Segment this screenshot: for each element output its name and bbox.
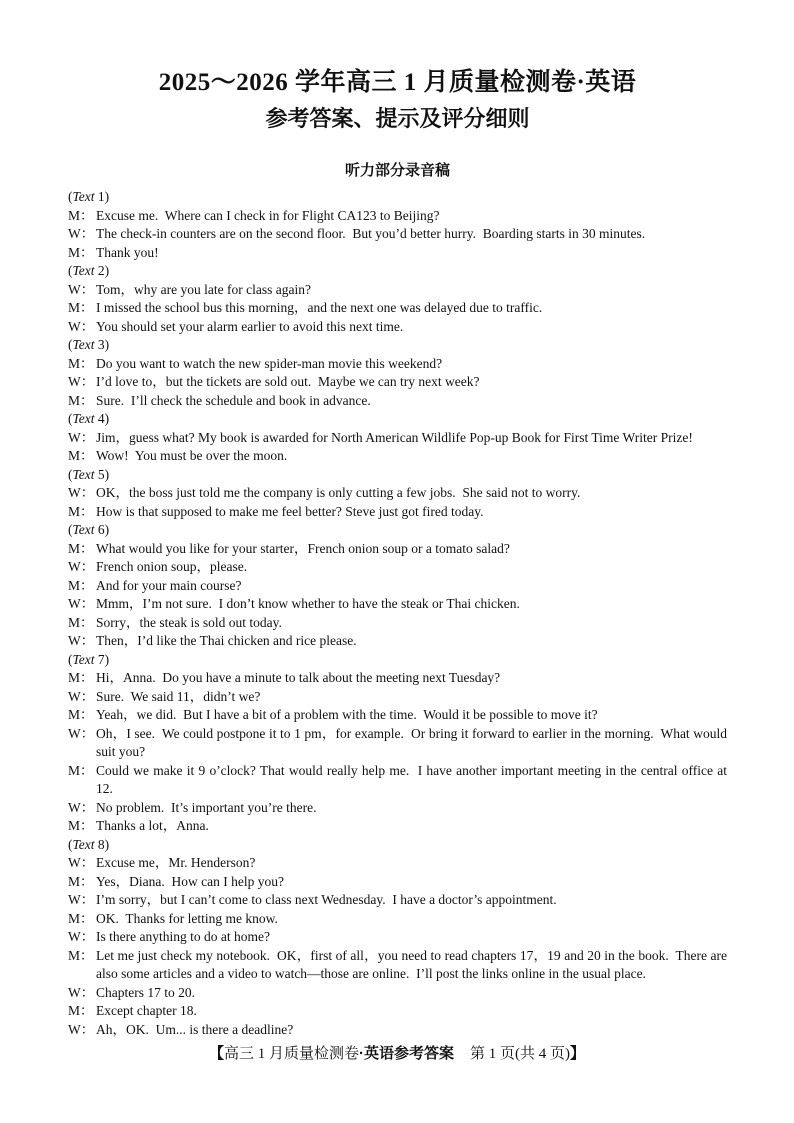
transcript-section bbox=[68, 521, 727, 651]
page-title: 2025～2026 学年高三 1 月质量检测卷·英语 bbox=[158, 69, 637, 96]
dialogue-line bbox=[68, 595, 727, 614]
footer-answer-label: 英语参考答案 bbox=[364, 1045, 455, 1062]
dialogue-text: What would you like for your starter，French onion soup or a tomato salad? bbox=[96, 540, 510, 556]
dialogue-line bbox=[68, 318, 727, 337]
dialogue-line bbox=[68, 540, 727, 559]
speaker-label: M： bbox=[68, 540, 94, 556]
speaker-label: M： bbox=[68, 614, 94, 630]
dialogue-text: Excuse me. Where can I check in for Flight CA123 to Beijing? bbox=[96, 207, 440, 223]
transcript-section bbox=[68, 836, 727, 1040]
text-tag: (Text 3) bbox=[68, 337, 110, 352]
speaker-label: M： bbox=[68, 873, 94, 889]
page-subtitle: 参考答案、提示及评分细则 bbox=[265, 106, 530, 131]
dialogue-line bbox=[68, 281, 727, 300]
dialogue-text: The check-in counters are on the second floor. But you’d better hurry. Boarding starts in 30 minutes. bbox=[96, 226, 646, 241]
text-tag: (Text 6) bbox=[68, 522, 110, 537]
dialogue-text: I’m sorry，but I can’t come to class next Wednesday. I have a doctor’s appointment. bbox=[96, 892, 557, 907]
dialogue-line bbox=[68, 669, 727, 688]
dialogue-line bbox=[68, 299, 727, 318]
dialogue-line bbox=[68, 244, 727, 263]
dialogue-line bbox=[68, 891, 727, 910]
dialogue-text: You should set your alarm earlier to avoid this next time. bbox=[96, 318, 404, 334]
dialogue-line bbox=[68, 725, 727, 762]
dialogue-text: Sure. We said 11，didn’t we? bbox=[96, 688, 261, 704]
dialogue-line bbox=[68, 207, 727, 226]
speaker-label: W： bbox=[68, 485, 95, 500]
dialogue-text: Sorry，the steak is sold out today. bbox=[96, 614, 282, 630]
dialogue-line bbox=[68, 503, 727, 522]
dialogue-text: Sure. I’ll check the schedule and book in advance. bbox=[96, 392, 371, 408]
footer-bracket-close: 】 bbox=[570, 1045, 586, 1062]
dialogue-line bbox=[68, 873, 727, 892]
dialogue-line bbox=[68, 706, 727, 725]
dialogue-text: No problem. It’s important you’re there. bbox=[96, 799, 317, 815]
text-tag: (Text 2) bbox=[68, 263, 110, 278]
speaker-label: W： bbox=[68, 596, 95, 611]
dialogue-line bbox=[68, 632, 727, 651]
dialogue-text: Do you want to watch the new spider-man movie this weekend? bbox=[96, 355, 443, 371]
listening-transcript bbox=[68, 188, 727, 1039]
dialogue-text: Oh，I see. We could postpone it to 1 pm，for example. Or bring it forward to earlier in the morning. What would suit you? bbox=[96, 725, 727, 759]
text-tag-word: Text bbox=[72, 836, 95, 852]
dialogue-line bbox=[68, 910, 727, 929]
speaker-label: W： bbox=[68, 799, 95, 815]
dialogue-text: Wow! You must be over the moon. bbox=[96, 448, 288, 463]
text-tag: (Text 1) bbox=[68, 189, 110, 204]
dialogue-line bbox=[68, 984, 727, 1003]
dialogue-line bbox=[68, 1021, 727, 1040]
speaker-label: W： bbox=[68, 429, 95, 445]
dialogue-line bbox=[68, 429, 727, 448]
dialogue-text: I’d love to，but the tickets are sold out. Maybe we can try next week? bbox=[96, 374, 480, 389]
speaker-label: W： bbox=[68, 892, 95, 907]
dialogue-text: Let me just check my notebook. OK，first of all，you need to read chapters 17，19 and 20 in the book. There are also some articles and a video to watch—those are online. I’ll post the links online in the usual place. bbox=[96, 947, 727, 981]
dialogue-text: I missed the school bus this morning，and the next one was delayed due to traffic. bbox=[96, 300, 543, 315]
speaker-label: M： bbox=[68, 355, 94, 371]
speaker-label: M： bbox=[68, 300, 94, 315]
transcript-section bbox=[68, 466, 727, 522]
speaker-label: M： bbox=[68, 762, 94, 778]
dialogue-line bbox=[68, 1002, 727, 1021]
dialogue-text: Tom，why are you late for class again? bbox=[96, 281, 311, 297]
dialogue-line bbox=[68, 392, 727, 411]
text-tag-word: Text bbox=[72, 337, 95, 352]
page-footer bbox=[0, 1042, 794, 1063]
dialogue-text: And for your main course? bbox=[96, 577, 242, 593]
dialogue-line bbox=[68, 799, 727, 818]
footer-exam-name: 高三 1 月质量检测卷 bbox=[223, 1046, 359, 1062]
dialogue-line bbox=[68, 614, 727, 633]
transcript-section bbox=[68, 188, 727, 262]
speaker-label: M： bbox=[68, 244, 94, 260]
dialogue-text: Mmm，I’m not sure. I don’t know whether to have the steak or Thai chicken. bbox=[96, 596, 520, 611]
speaker-label: M： bbox=[68, 392, 94, 408]
dialogue-text: Jim，guess what? My book is awarded for North American Wildlife Pop-up Book for First Time Writer Prize! bbox=[96, 429, 693, 445]
speaker-label: W： bbox=[68, 374, 95, 389]
dialogue-line bbox=[68, 355, 727, 374]
dialogue-line bbox=[68, 688, 727, 707]
speaker-label: W： bbox=[68, 929, 95, 944]
dialogue-text: OK. Thanks for letting me know. bbox=[96, 910, 278, 926]
footer-page-info: 第 1 页(共 4 页) bbox=[470, 1046, 571, 1062]
dialogue-line bbox=[68, 373, 727, 392]
dialogue-text: Chapters 17 to 20. bbox=[96, 984, 195, 1000]
dialogue-line bbox=[68, 854, 727, 873]
speaker-label: W： bbox=[68, 984, 95, 1000]
dialogue-text: OK，the boss just told me the company is only cutting a few jobs. She said not to worry. bbox=[96, 485, 581, 500]
transcript-section bbox=[68, 410, 727, 466]
speaker-label: M： bbox=[68, 503, 94, 519]
speaker-label: W： bbox=[68, 688, 95, 704]
speaker-label: M： bbox=[68, 670, 94, 685]
dialogue-line bbox=[68, 928, 727, 947]
text-tag: (Text 5) bbox=[68, 466, 110, 482]
dialogue-line bbox=[68, 577, 727, 596]
speaker-label: W： bbox=[68, 855, 95, 870]
dialogue-text: Hi，Anna. Do you have a minute to talk about the meeting next Tuesday? bbox=[96, 670, 501, 685]
text-tag-word: Text bbox=[72, 522, 95, 537]
speaker-label: W： bbox=[68, 725, 95, 741]
speaker-label: W： bbox=[68, 559, 95, 574]
section-heading: 听力部分录音稿 bbox=[344, 162, 450, 179]
text-tag-word: Text bbox=[72, 651, 95, 667]
speaker-label: W： bbox=[68, 226, 95, 241]
text-tag: (Text 7) bbox=[68, 651, 110, 667]
text-tag-word: Text bbox=[72, 411, 95, 426]
dialogue-line bbox=[68, 484, 727, 503]
speaker-label: M： bbox=[68, 448, 94, 463]
dialogue-text: Thank you! bbox=[96, 244, 159, 260]
dialogue-line bbox=[68, 947, 727, 984]
speaker-label: M： bbox=[68, 818, 94, 833]
speaker-label: M： bbox=[68, 1003, 94, 1018]
transcript-section bbox=[68, 336, 727, 410]
speaker-label: M： bbox=[68, 207, 94, 223]
dialogue-text: Yes，Diana. How can I help you? bbox=[96, 873, 284, 889]
text-tag-word: Text bbox=[72, 189, 95, 204]
text-tag-word: Text bbox=[72, 263, 95, 278]
dialogue-line bbox=[68, 762, 727, 799]
footer-separator: · bbox=[359, 1045, 364, 1062]
dialogue-text: How is that supposed to make me feel better? Steve just got fired today. bbox=[96, 503, 484, 519]
speaker-label: W： bbox=[68, 318, 95, 334]
text-tag: (Text 8) bbox=[68, 836, 110, 852]
dialogue-text: Except chapter 18. bbox=[96, 1003, 197, 1018]
footer-bracket-open: 【 bbox=[208, 1045, 224, 1062]
dialogue-line bbox=[68, 558, 727, 577]
transcript-section bbox=[68, 651, 727, 836]
dialogue-text: Is there anything to do at home? bbox=[96, 929, 270, 944]
dialogue-text: French onion soup，please. bbox=[96, 559, 248, 574]
text-tag: (Text 4) bbox=[68, 411, 110, 426]
dialogue-text: Ah，OK. Um... is there a deadline? bbox=[96, 1021, 294, 1037]
dialogue-line bbox=[68, 817, 727, 836]
speaker-label: W： bbox=[68, 281, 95, 297]
dialogue-line bbox=[68, 225, 727, 244]
dialogue-text: Yeah，we did. But I have a bit of a problem with the time. Would it be possible to move it? bbox=[96, 707, 598, 722]
speaker-label: M： bbox=[68, 910, 94, 926]
speaker-label: M： bbox=[68, 707, 94, 722]
dialogue-text: Could we make it 9 o’clock? That would really help me. I have another important meeting in the central office at 12. bbox=[96, 762, 727, 796]
dialogue-text: Then，I’d like the Thai chicken and rice please. bbox=[96, 633, 357, 648]
text-tag-word: Text bbox=[72, 466, 95, 482]
speaker-label: W： bbox=[68, 1021, 95, 1037]
dialogue-text: Excuse me，Mr. Henderson? bbox=[96, 855, 256, 870]
dialogue-line bbox=[68, 447, 727, 466]
dialogue-text: Thanks a lot，Anna. bbox=[96, 818, 209, 833]
speaker-label: W： bbox=[68, 633, 95, 648]
speaker-label: M： bbox=[68, 947, 94, 963]
transcript-section bbox=[68, 262, 727, 336]
speaker-label: M： bbox=[68, 577, 94, 593]
